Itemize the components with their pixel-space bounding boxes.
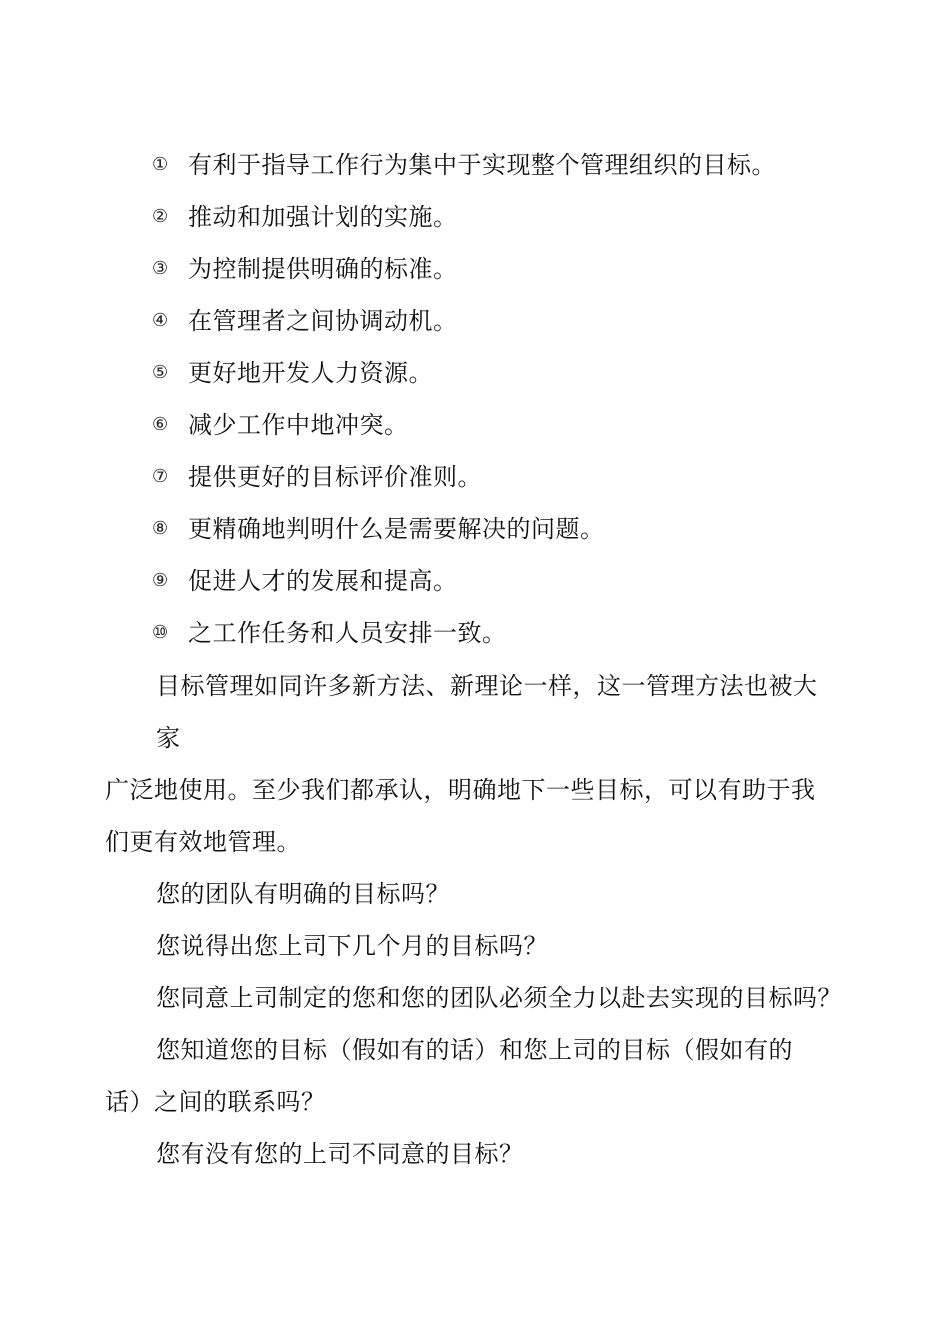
- list-marker: ⑨: [152, 570, 169, 591]
- list-marker: ②: [152, 206, 169, 227]
- paragraph-line: 家: [156, 724, 181, 752]
- list-marker: ⑤: [152, 362, 169, 383]
- question-text: 您知道您的目标（假如有的话）和您上司的目标（假如有的: [156, 1036, 793, 1064]
- list-marker: ⑩: [152, 622, 169, 643]
- paragraph-line: 目标管理如同许多新方法、新理论一样，这一管理方法也被大: [156, 672, 818, 700]
- question-text: 话）之间的联系吗？: [105, 1088, 326, 1116]
- list-item: 提供更好的目标评价准则。: [188, 463, 482, 491]
- list-item: 有利于指导工作行为集中于实现整个管理组织的目标。: [188, 151, 776, 179]
- list-item: 减少工作中地冲突。: [188, 411, 409, 439]
- question-text: 您有没有您的上司不同意的目标？: [156, 1140, 524, 1168]
- paragraph-line: 广泛地使用。至少我们都承认，明确地下一些目标，可以有助于我: [105, 776, 816, 804]
- list-marker: ⑧: [152, 518, 169, 539]
- list-item: 更精确地判明什么是需要解决的问题。: [188, 515, 605, 543]
- question-text: 您说得出您上司下几个月的目标吗？: [156, 932, 548, 960]
- paragraph-line: 们更有效地管理。: [105, 828, 301, 856]
- question-text: 您的团队有明确的目标吗？: [156, 880, 450, 908]
- list-marker: ④: [152, 310, 169, 331]
- list-marker: ③: [152, 258, 169, 279]
- list-item: 促进人才的发展和提高。: [188, 567, 458, 595]
- list-item: 更好地开发人力资源。: [188, 359, 433, 387]
- list-marker: ①: [152, 154, 169, 175]
- list-item: 为控制提供明确的标准。: [188, 255, 458, 283]
- question-text: 您同意上司制定的您和您的团队必须全力以赴去实现的目标吗？: [156, 984, 842, 1012]
- list-marker: ⑦: [152, 466, 169, 487]
- list-item: 之工作任务和人员安排一致。: [188, 619, 507, 647]
- list-item: 推动和加强计划的实施。: [188, 203, 458, 231]
- list-item: 在管理者之间协调动机。: [188, 307, 458, 335]
- list-marker: ⑥: [152, 414, 169, 435]
